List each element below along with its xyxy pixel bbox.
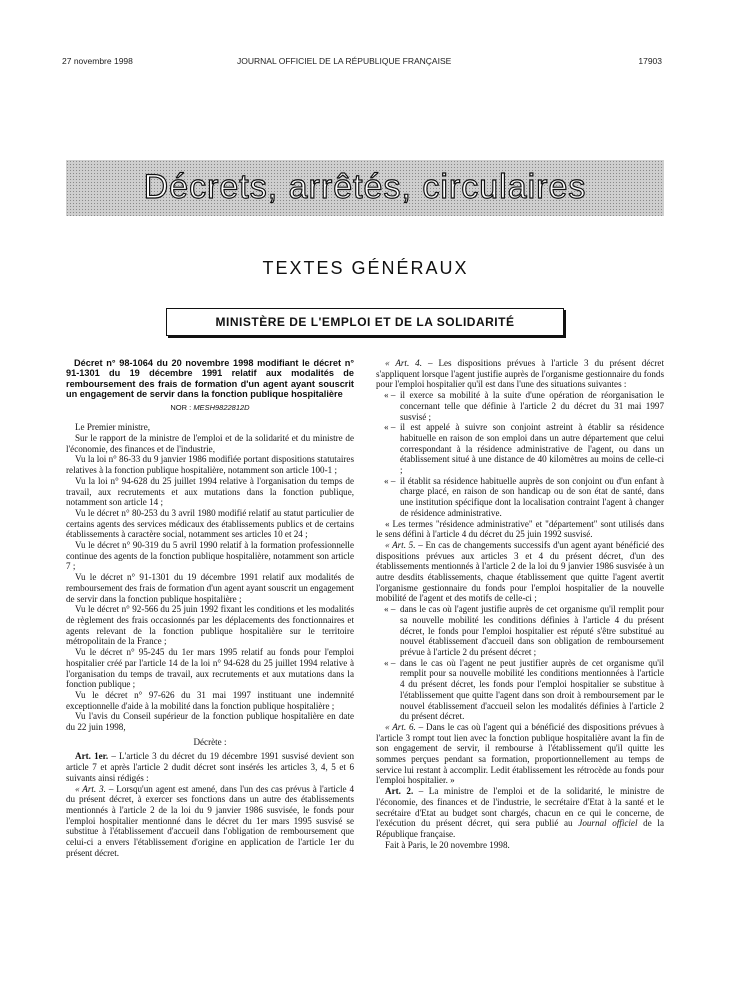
page-header	[62, 56, 662, 70]
article-text: – Lorsqu'un agent est amené, dans l'un des cas prévus à l'article 4 du présent décret, à exercer ses fonctions dans un autre des établissements mentionnés à l'article 2 de la loi du 9 janvier 1986 susvisée, le fonds pour l'emploi hospitalier mentionné dans le décret du 1er mars 1995 susvisé se substitue à l'établissement d'accueil dans l'obligation de remboursement que celui-ci a envers l'établissement d'origine en application de l'article 1er du présent décret.	[66, 783, 354, 858]
dash-marker: « –	[384, 422, 396, 433]
paragraph: Le Premier ministre,	[75, 422, 151, 433]
list-item-text: il exerce sa mobilité à la suite d'une opération de réorganisation le concernant telle que définie à l'article 2 du décret du 31 mai 1997 susvisé ;	[400, 390, 664, 422]
article-label: « Art. 5.	[385, 539, 416, 550]
paragraph: Vu la loi n° 86-33 du 9 janvier 1986 modifiée portant dispositions statutaires relatives à la fonction publique hospitalière, notamment son article 100-1 ;	[66, 454, 354, 476]
paragraph: Vu le décret n° 92-566 du 25 juin 1992 fixant les conditions et les modalités de règlement des frais occasionnés par les déplacements des fonctionnaires et agents relevant de la fonction publique hospitalière sur le territoire métropolitain de la France ;	[66, 604, 354, 647]
article-6	[376, 722, 664, 786]
paragraph: Vu le décret n° 90-319 du 5 avril 1990 relatif à la formation professionnelle continue des agents de la fonction publique hospitalière, notamment son article 7 ;	[66, 540, 354, 572]
left-column	[66, 358, 354, 858]
paragraph: Vu la loi n° 94-628 du 25 juillet 1994 relative à l'organisation du temps de travail, aux recrutements et aux mutations dans la fonction publique, notamment son article 14 ;	[66, 475, 354, 508]
paragraph: Vu l'avis du Conseil supérieur de la fonction publique hospitalière en date du 22 juin 1998,	[66, 711, 354, 733]
banner-title: Décrets, arrêtés, circulaires	[143, 168, 587, 206]
header-journal: JOURNAL OFFICIEL DE LA RÉPUBLIQUE FRANÇAISE	[237, 56, 452, 66]
list-item-text: il est appelé à suivre son conjoint astreint à établir sa résidence habituelle en raison de son emploi dans un autre département que celui correspondant à la résidence administrative de l'agent, ou dans un établissement situé à une distance de 40 kilomètres au moins de celle-ci ;	[400, 422, 664, 476]
paragraph: « Les termes "résidence administrative" et "département" sont utilisés dans le sens défini à l'article 4 du décret du 25 juin 1992 susvisé.	[376, 518, 664, 540]
list-item	[376, 390, 664, 422]
list-item-text: dans le cas où l'agent justifie auprès de cet organisme qu'il remplit pour sa nouvelle mobilité les conditions définies à l'article 4 du présent décret, le fonds pour l'emploi hospitalier est réputé s'être substitué au nouvel établissement d'accueil dans son obligation de remboursement prévue à l'article 2 du présent décret ;	[400, 604, 664, 657]
header-page-number: 17903	[638, 56, 662, 66]
article-text: – Les dispositions prévues à l'article 3 du présent décret s'appliquent lorsque l'agent justifie auprès de l'organisme gestionnaire du fonds pour l'emploi hospitalier qu'il est dans l'une des situations suivantes :	[376, 358, 664, 390]
list-item-text: dans le cas où l'agent ne peut justifier auprès de cet organisme qu'il remplit pour sa nouvelle mobilité les conditions mentionnées à l'article 4 du présent décret, les fonds pour l'emploi hospitalier se substitue à l'établissement que quitte l'agent dans son droit à remboursement par le nouvel établissement d'accueil selon les modalités définies à l'article 2 du présent décret.	[400, 657, 664, 722]
decrete-heading: Décrète :	[193, 736, 227, 747]
dash-marker: « –	[384, 657, 396, 668]
dash-marker: « –	[384, 475, 396, 486]
section-banner	[66, 160, 664, 216]
article-4	[376, 358, 664, 390]
article-text: – En cas de changements successifs d'un agent ayant bénéficié des dispositions prévues aux articles 3 et 4 du présent décret, d'un des établissements mentionnés à l'article 2 de la loi du 9 janvier 1986 susvisée à un autre desdits établissements, chaque établissement que quitte l'agent avertit l'organisme gestionnaire du fonds pour l'emploi hospitalier de la nouvelle mobilité de l'agent et des motifs de celle-ci ;	[376, 539, 664, 604]
paragraph: Vu le décret n° 91-1301 du 19 décembre 1991 relatif aux modalités de remboursement des frais de formation d'un agent ayant souscrit un engagement de servir dans la fonction publique hospitalière ;	[66, 572, 355, 604]
dash-marker: « –	[384, 604, 396, 615]
situation-list	[376, 390, 664, 518]
article-label: Art. 2.	[385, 786, 414, 797]
decree-title: Décret n° 98-1064 du 20 novembre 1998 modifiant le décret n° 91-1301 du 19 décembre 1991 relatif aux modalités de remboursement des frais de formation d'un agent ayant souscrit un engagement de servir dans la fonction publique hospitalière	[66, 358, 354, 400]
list-item	[376, 422, 664, 476]
paragraph: Vu le décret n° 95-245 du 1er mars 1995 relatif au fonds pour l'emploi hospitalier créé par l'article 14 de la loi n° 94-628 du 25 juillet 1994 relative à l'organisation du temps de travail, aux recrutements et aux mutations dans la fonction publique ;	[66, 647, 354, 690]
article-1	[66, 751, 354, 783]
paragraph: Sur le rapport de la ministre de l'emploi et de la solidarité et du ministre de l'économie, des finances et de l'industrie,	[66, 433, 354, 454]
article-label: « Art. 6.	[385, 721, 416, 732]
nor-reference	[66, 403, 354, 414]
article-text: – La ministre de l'emploi et de la solidarité, le ministre de l'économie, des finances et de l'industrie, le secrétaire d'Etat à la santé et le secrétaire d'Etat au budget sont chargés, chacun en ce qui le concerne, de l'exécution du présent décret, qui sera publié au	[376, 786, 665, 829]
article-text: de la République française.	[376, 818, 664, 839]
journal-name: Journal officiel	[578, 818, 638, 829]
article-3	[66, 784, 354, 859]
article-text: – L'article 3 du décret du 19 décembre 1991 susvisé devient son article 7 et après l'article 2 dudit décret sont insérés les articles 3, 4, 5 et 6 suivants ainsi rédigés :	[66, 751, 354, 783]
mobility-list	[376, 604, 664, 722]
list-item	[376, 476, 664, 519]
signoff: Fait à Paris, le 20 novembre 1998.	[385, 839, 510, 850]
paragraph: Vu le décret n° 80-253 du 3 avril 1980 modifié relatif au statut particulier de certains agents des services médicaux des établissements publics et de certains établissements à caractère social, notamment ses articles 10 et 24 ;	[66, 507, 354, 540]
ministry-box: MINISTÈRE DE L'EMPLOI ET DE LA SOLIDARITÉ	[166, 308, 564, 336]
nor-label: NOR :	[170, 402, 192, 412]
article-text: – Dans le cas où l'agent qui a bénéficié des dispositions prévues à l'article 3 rompt tout lien avec la fonction publique hospitalière avant la fin de son engagement de servir, il rembourse à l'établissement qu'il quitte les sommes perçues pendant sa formation, proportionnellement au temps de service lui restant à accomplir. Ledit établissement les rétrocède au fonds pour l'emploi hospitalier. »	[376, 721, 664, 786]
article-label: « Art. 4.	[385, 358, 423, 368]
right-column	[376, 358, 664, 850]
header-date: 27 novembre 1998	[62, 56, 133, 66]
paragraph: Vu le décret n° 97-626 du 31 mai 1997 instituant une indemnité exceptionnelle d'aide à la mobilité dans la fonction publique hospitalière ;	[66, 689, 354, 711]
article-label: Art. 1er.	[75, 751, 109, 762]
list-item	[376, 604, 664, 658]
list-item-text: il établit sa résidence habituelle auprès de son conjoint ou d'un enfant à charge placé, en raison de son handicap ou de son état de santé, dans une institution spécifique dont la localisation contraint l'agent à changer de résidence administrative.	[400, 475, 664, 518]
nor-code: MESH9822812D	[193, 402, 250, 412]
list-item	[376, 658, 664, 722]
section-title: TEXTES GÉNÉRAUX	[262, 258, 469, 278]
article-label: « Art. 3.	[75, 783, 106, 794]
dash-marker: « –	[384, 390, 396, 401]
article-5	[376, 540, 664, 604]
article-2	[376, 786, 664, 840]
